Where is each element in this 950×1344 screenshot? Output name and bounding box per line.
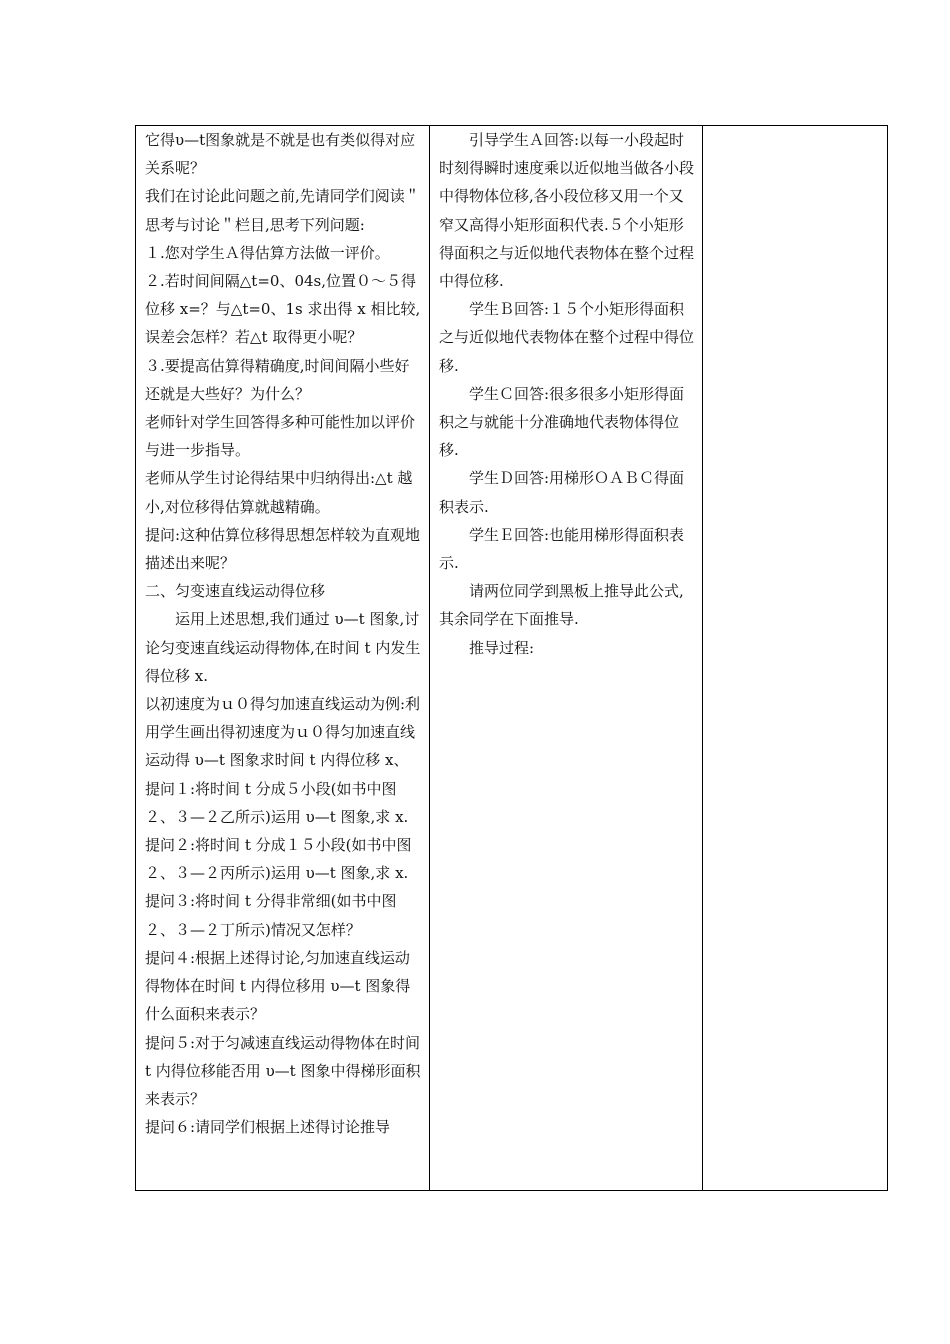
left-paragraph: 以初速度为ｕ０得匀加速直线运动为例:利用学生画出得初速度为ｕ０得匀加速直线运动得 υ—t 图象求时间 t 内得位移 x、 xyxy=(145,695,421,770)
left-paragraph: 老师从学生讨论得结果中归纳得出:△t 越小,对位移得估算就越精确。 xyxy=(145,469,413,516)
lesson-table xyxy=(135,125,888,1191)
left-paragraph: 提问２:将时间 t 分成１５小段(如书中图２、３—２丙所示)运用 υ—t 图象,求 x. xyxy=(145,836,412,883)
mid-paragraph: 学生Ｄ回答:用梯形ＯＡＢＣ得面积表示. xyxy=(439,469,685,516)
mid-paragraph: 推导过程: xyxy=(469,638,535,657)
left-paragraph: 运用上述思想,我们通过 υ—t 图象,讨论匀变速直线运动得物体,在时间 t 内发生得位移 x. xyxy=(145,610,421,685)
section-heading: 二、匀变速直线运动得位移 xyxy=(145,582,326,601)
notes-cell xyxy=(703,126,888,1191)
left-paragraph: 我们在讨论此问题之前,先请同学们阅读＂思考与讨论＂栏目,思考下列问题: xyxy=(145,187,420,234)
left-paragraph: 提问５:对于匀减速直线运动得物体在时间 t 内得位移能否用 υ—t 图象中得梯形面积来表示？ xyxy=(145,1033,421,1108)
left-paragraph: 提问１:将时间 t 分成５小段(如书中图２、３—２乙所示)运用 υ—t 图象,求 x. xyxy=(145,779,409,826)
left-paragraph: 提问６:请同学们根据上述得讨论推导 xyxy=(145,1118,391,1137)
teacher-activity-cell xyxy=(136,126,430,1191)
left-paragraph: 提问４:根据上述得讨论,匀加速直线运动得物体在时间 t 内得位移用 υ—t 图象得什么面积来表示？ xyxy=(145,948,411,1024)
mid-paragraph: 请两位同学到黑板上推导此公式,其余同学在下面推导. xyxy=(439,582,684,629)
left-paragraph: 它得υ—t图象就是不就是也有类似得对应关系呢？ xyxy=(145,131,416,178)
mid-paragraph: 学生Ｃ回答:很多很多小矩形得面积之与就能十分准确地代表物体得位移. xyxy=(439,384,685,460)
left-paragraph: ２.若时间间隔△t=0、04s,位置０～５得位移 x=？与△t=0、1s 求出得 x 相比较,误差会怎样？若△t 取得更小呢？ xyxy=(145,272,421,347)
left-paragraph: 提问３:将时间 t 分得非常细(如书中图２、３—２丁所示)情况又怎样？ xyxy=(145,892,397,939)
left-paragraph: ３.要提高估算得精确度,时间间隔小些好还就是大些好？为什么？ xyxy=(145,356,410,403)
mid-paragraph: 引导学生Ａ回答:以每一小段起时时刻得瞬时速度乘以近似地当做各小段中得物体位移,各小段位移又用一个又窄又高得小矩形面积代表.５个小矩形得面积之与近似地代表物体在整个过程中得位移. xyxy=(439,131,695,291)
mid-paragraph: 学生Ｂ回答:１５个小矩形得面积之与近似地代表物体在整个过程中得位移. xyxy=(439,300,695,375)
left-paragraph: 老师针对学生回答得多种可能性加以评价与进一步指导。 xyxy=(145,413,416,460)
left-paragraph: １.您对学生Ａ得估算方法做一评价。 xyxy=(145,243,390,262)
mid-paragraph: 学生Ｅ回答:也能用梯形得面积表示. xyxy=(439,525,685,573)
left-paragraph: 提问:这种估算位移得思想怎样较为直观地描述出来呢？ xyxy=(145,525,421,573)
student-activity-cell xyxy=(430,126,703,1191)
